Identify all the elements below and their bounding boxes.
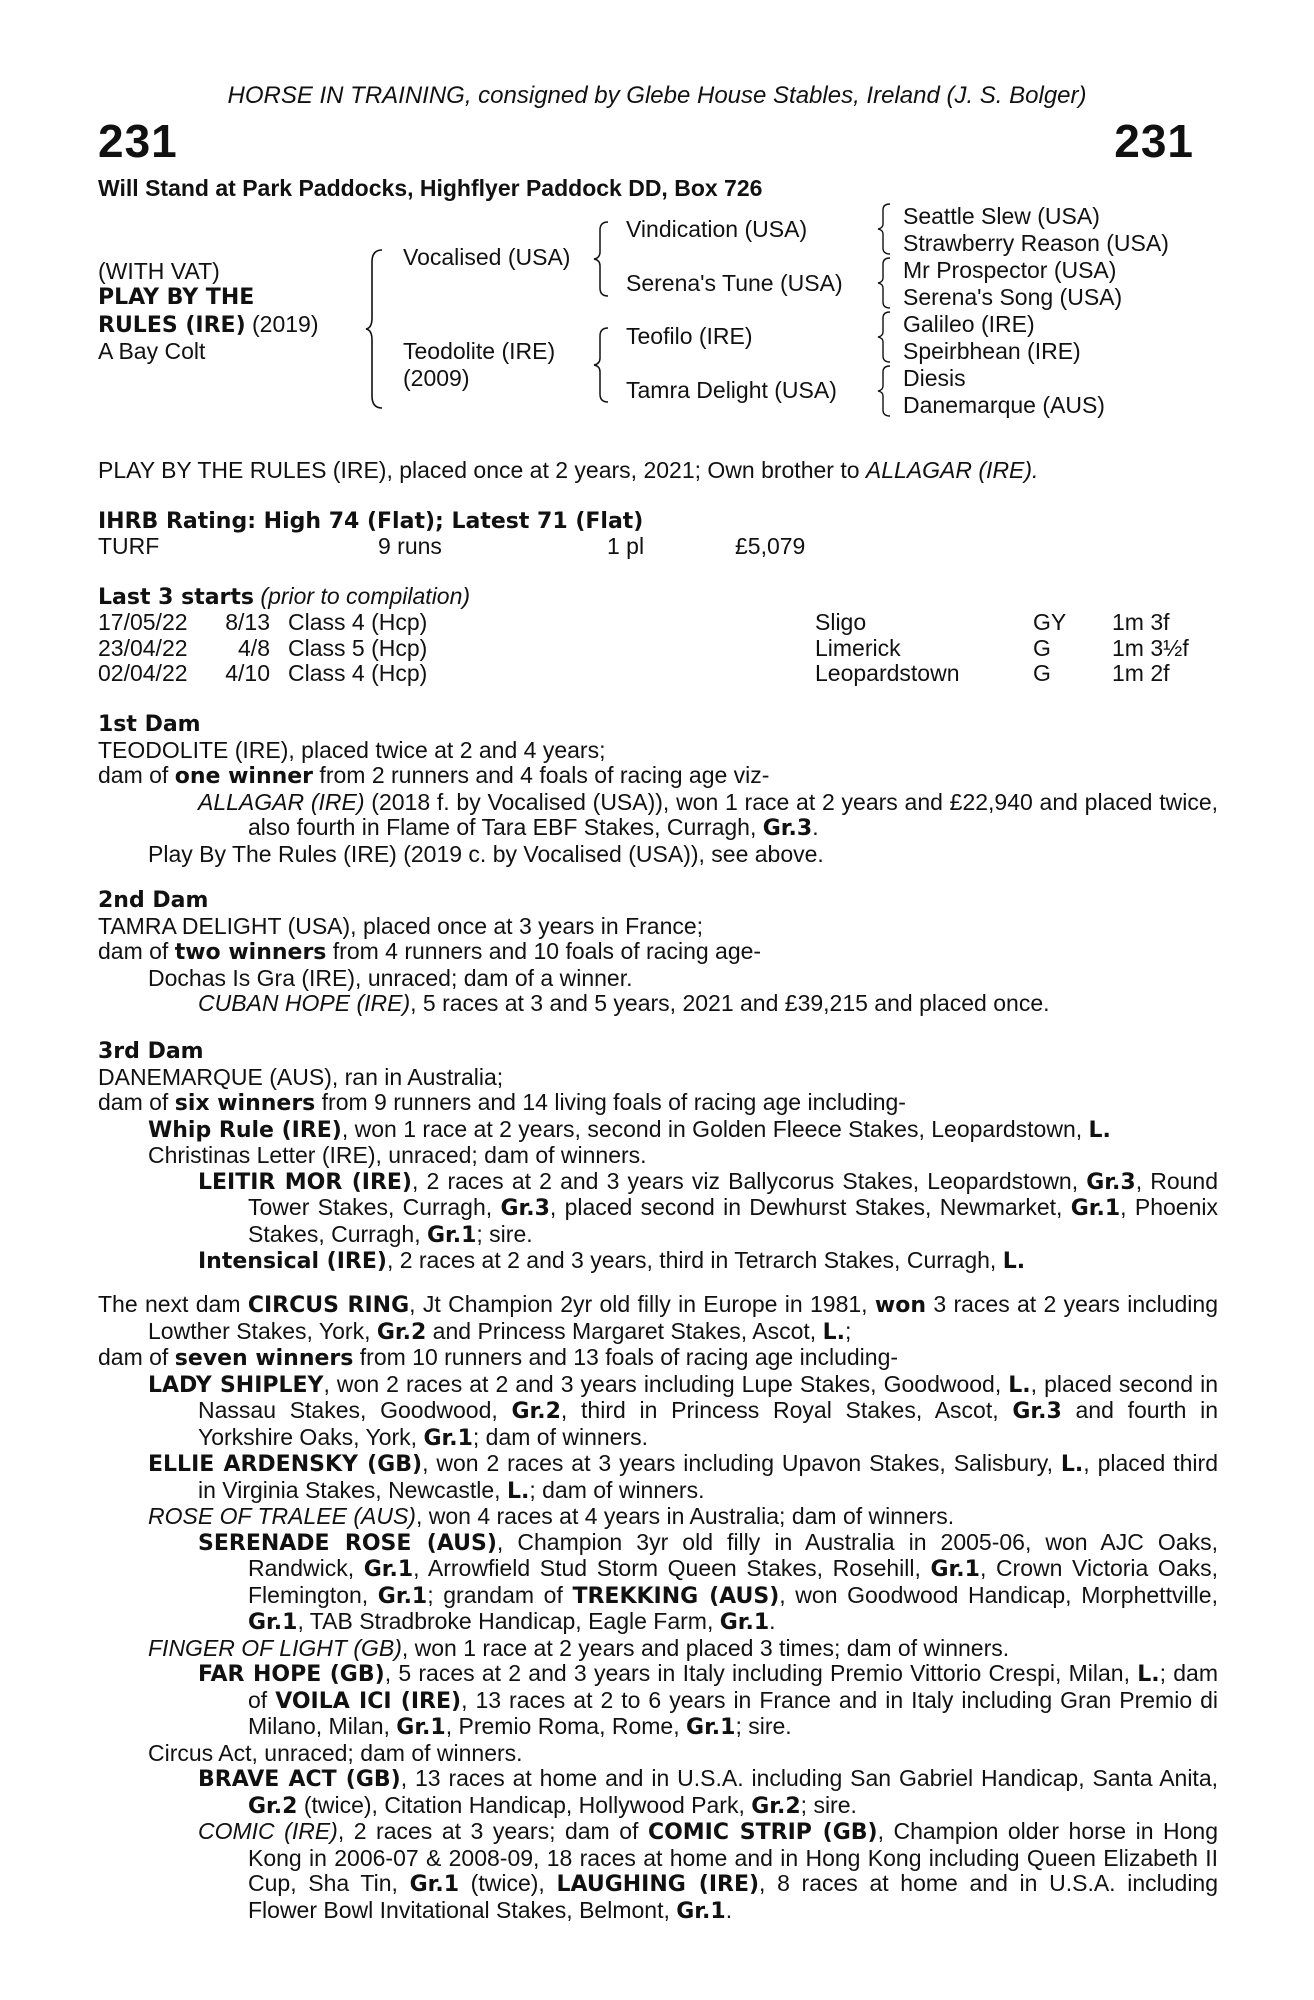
horse-description: A Bay Colt xyxy=(98,338,206,364)
dam2-section xyxy=(98,887,1218,1017)
dam2-line1: TAMRA DELIGHT (USA), placed once at 3 years in France; xyxy=(98,912,704,939)
summary-sibling: ALLAGAR (IRE). xyxy=(865,457,1039,483)
dam1-produce-1: ALLAGAR (IRE) (2018 f. by Vocalised (USA)), won 1 race at 2 years and £22,940 and placed twice, also fourth in Flame of Tara EBF Stakes, Curragh, Gr.3. xyxy=(198,788,1219,841)
ped-dds: Diesis xyxy=(903,365,966,391)
start-date: 23/04/22 xyxy=(98,634,188,661)
start-course: Limerick xyxy=(815,634,901,661)
next-produce-serenade-rose: SERENADE ROSE (AUS), Champion 3yr old filly in Australia in 2005-06, won AJC Oaks, Randwick, Gr.1, Arrowfield Stud Storm Queen Stakes, Rosehill, Gr.1, Crown Victoria Oaks, Flemington, Gr.1; grandam of TREKKING (AUS), won Goodwood Handicap, Morphettville, Gr.1, TAB Stradbroke Handicap, Eagle Farm, Gr.1. xyxy=(198,1528,1218,1635)
brace-sd xyxy=(876,256,894,310)
summary-text: PLAY BY THE RULES (IRE), placed once at 2 years, 2021; Own brother to xyxy=(98,457,866,483)
next-dam-section xyxy=(98,1292,1218,1924)
ped-ssd: Strawberry Reason (USA) xyxy=(903,230,1169,256)
dam-sire: Teofilo (IRE) xyxy=(626,323,753,349)
dam-year: (2009) xyxy=(403,365,470,391)
brace-dd xyxy=(876,364,894,418)
dam2-produce-2: CUBAN HOPE (IRE), 5 races at 3 and 5 years, 2021 and £39,215 and placed once. xyxy=(198,990,1050,1016)
dam3-line1: DANEMARQUE (AUS), ran in Australia; xyxy=(98,1063,504,1090)
next-produce-ellie-ardensky: ELLIE ARDENSKY (GB), won 2 races at 3 years including Upavon Stakes, Salisbury, L., placed third in Virginia Stakes, Newcastle, L.; dam of winners. xyxy=(148,1450,1218,1504)
start-cls: Class 4 (Hcp) xyxy=(288,609,428,635)
horse-name-line2 xyxy=(98,311,319,339)
dam1-section xyxy=(98,711,1218,867)
rating-title xyxy=(98,508,1218,535)
horse-name-rules: RULES (IRE) xyxy=(98,313,246,338)
dam1-produce-2: Play By The Rules (IRE) (2019 c. by Vocalised (USA)), see above. xyxy=(148,840,824,867)
lot-number-right: 231 xyxy=(1114,115,1194,167)
ped-sds: Mr Prospector (USA) xyxy=(903,257,1117,283)
starts-title xyxy=(98,584,1218,611)
pedigree-brace-main xyxy=(364,248,386,410)
dam2-heading: 2nd Dam xyxy=(98,888,209,913)
horse-name-line1: PLAY BY THE xyxy=(98,285,255,310)
next-dam-line2: dam of seven winners from 10 runners and 13 foals of racing age including- xyxy=(98,1344,899,1371)
dam3-produce-4: Intensical (IRE), 2 races at 2 and 3 years, third in Tetrarch Stakes, Curragh, L. xyxy=(198,1247,1026,1274)
dam1-line2: dam of one winner from 2 runners and 4 foals of racing age viz- xyxy=(98,762,770,789)
lot-number-left: 231 xyxy=(98,115,178,167)
next-produce-brave-act: BRAVE ACT (GB), 13 races at home and in U.S.A. including San Gabriel Handicap, Santa Anita, Gr.2 (twice), Citation Handicap, Hollywood Park, Gr.2; sire. xyxy=(198,1765,1219,1819)
dam-dam: Tamra Delight (USA) xyxy=(626,377,837,403)
dam1-line1: TEODOLITE (IRE), placed twice at 2 and 4 years; xyxy=(98,736,606,763)
next-produce-far-hope: FAR HOPE (GB), 5 races at 2 and 3 years in Italy including Premio Vittorio Crespi, Milan, L.; dam of VOILA ICI (IRE), 13 races at 2 to 6 years in France and in Italy including Gran Premio di Milano, Milan, Gr.1, Premio Roma, Rome, Gr.1; sire. xyxy=(198,1660,1219,1740)
rating-runs: 9 runs xyxy=(378,533,442,559)
start-dist: 1m 3½f xyxy=(1112,634,1189,661)
ped-dsd: Speirbhean (IRE) xyxy=(903,338,1081,364)
horse-year: (2019) xyxy=(245,311,319,337)
start-cls: Class 5 (Hcp) xyxy=(288,634,428,661)
vat-note: (WITH VAT) xyxy=(98,258,220,284)
ped-ddd: Danemarque (AUS) xyxy=(903,392,1105,418)
start-going: G xyxy=(1033,634,1051,661)
start-cls: Class 4 (Hcp) xyxy=(288,660,428,686)
next-dam-intro: The next dam CIRCUS RING, Jt Champion 2yr old filly in Europe in 1981, won 3 races at 2 years including Lowther Stakes, York, Gr.2 and Princess Margaret Stakes, Ascot, L.; xyxy=(98,1291,1218,1345)
rating-heading: IHRB Rating: High 74 (Flat); Latest 71 (Flat) xyxy=(98,509,644,534)
consignor-header: HORSE IN TRAINING, consigned by Glebe House Stables, Ireland (J. S. Bolger) xyxy=(227,82,1087,109)
dam3-produce-3: LEITIR MOR (IRE), 2 races at 2 and 3 years viz Ballycorus Stakes, Leopardstown, Gr.3, Round Tower Stakes, Curragh, Gr.3, placed second in Dewhurst Stakes, Newmarket, Gr.1, Phoenix Stakes, Curragh, Gr.1; sire. xyxy=(198,1167,1218,1248)
summary-line xyxy=(98,458,1218,484)
dam1-heading: 1st Dam xyxy=(98,712,201,737)
sire-sire: Vindication (USA) xyxy=(626,216,808,242)
next-produce-comic: COMIC (IRE), 2 races at 3 years; dam of COMIC STRIP (GB), Champion older horse in Hong Kong in 2006-07 & 2008-09, 18 races at home and in Hong Kong including Queen Elizabeth II Cup, Sha Tin, Gr.1 (twice), LAUGHING (IRE), 8 races at home and in U.S.A. including Flower Bowl Invitational Stakes, Belmont, Gr.1. xyxy=(198,1818,1219,1924)
dam3-heading: 3rd Dam xyxy=(98,1039,204,1064)
start-course: Sligo xyxy=(815,609,867,635)
dam3-line2: dam of six winners from 9 runners and 14 living foals of racing age including- xyxy=(98,1089,906,1116)
next-produce-finger-of-light: FINGER OF LIGHT (GB), won 1 race at 2 years and placed 3 times; dam of winners. xyxy=(148,1634,1010,1661)
start-going: GY xyxy=(1033,609,1067,635)
brace-ds xyxy=(876,310,894,364)
dam2-line2: dam of two winners from 4 runners and 10 foals of racing age- xyxy=(98,938,762,965)
next-produce-circus-act: Circus Act, unraced; dam of winners. xyxy=(148,1739,523,1766)
sire-dam: Serena's Tune (USA) xyxy=(626,270,843,296)
rating-surface: TURF xyxy=(98,533,160,559)
starts-heading: Last 3 starts xyxy=(98,585,255,610)
next-produce-lady-shipley: LADY SHIPLEY, won 2 races at 2 and 3 years including Lupe Stakes, Goodwood, L., placed second in Nassau Stakes, Goodwood, Gr.2, third in Princess Royal Stakes, Ascot, Gr.3 and fourth in Yorkshire Oaks, York, Gr.1; dam of winners. xyxy=(148,1370,1219,1451)
pedigree-brace-dam xyxy=(592,326,612,404)
brace-ss xyxy=(876,202,894,256)
stand-location: Will Stand at Park Paddocks, Highflyer Paddock DD, Box 726 xyxy=(98,175,763,201)
dam3-produce-2: Christinas Letter (IRE), unraced; dam of winners. xyxy=(148,1142,647,1168)
ped-sdd: Serena's Song (USA) xyxy=(903,284,1123,310)
sire-name: Vocalised (USA) xyxy=(403,244,571,270)
dam2-produce-1: Dochas Is Gra (IRE), unraced; dam of a winner. xyxy=(148,964,633,991)
start-pos: 4/10 xyxy=(225,660,270,686)
dam3-produce-1: Whip Rule (IRE), won 1 race at 2 years, second in Golden Fleece Stakes, Leopardstown, L. xyxy=(148,1115,1111,1143)
next-produce-rose-of-tralee: ROSE OF TRALEE (AUS), won 4 races at 4 years in Australia; dam of winners. xyxy=(148,1503,955,1529)
start-dist: 1m 2f xyxy=(1112,660,1170,686)
ped-dss: Galileo (IRE) xyxy=(903,311,1035,337)
dam-name: Teodolite (IRE) xyxy=(403,338,556,364)
rating-earnings: £5,079 xyxy=(735,533,806,559)
rating-placed: 1 pl xyxy=(607,533,645,559)
start-date: 17/05/22 xyxy=(98,609,188,635)
ped-sss: Seattle Slew (USA) xyxy=(903,203,1100,229)
start-going: G xyxy=(1033,660,1051,686)
start-date: 02/04/22 xyxy=(98,660,188,686)
pedigree-brace-sire xyxy=(592,220,612,298)
start-dist: 1m 3f xyxy=(1112,609,1170,635)
start-course: Leopardstown xyxy=(815,660,960,686)
start-pos: 4/8 xyxy=(238,634,270,661)
start-pos: 8/13 xyxy=(225,609,270,635)
dam3-section xyxy=(98,1038,1218,1275)
starts-subtitle: (prior to compilation) xyxy=(254,583,471,609)
